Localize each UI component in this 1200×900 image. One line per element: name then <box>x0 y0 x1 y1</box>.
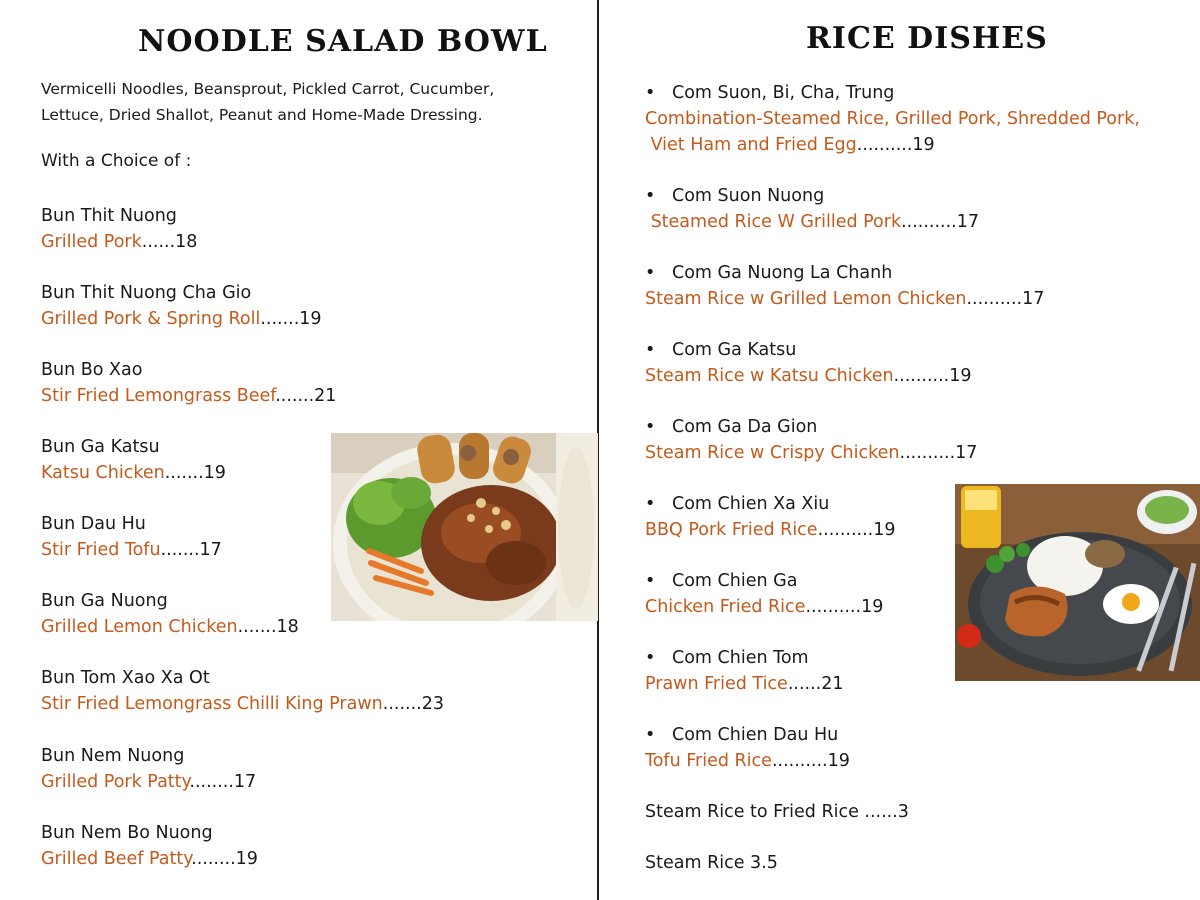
menu-item <box>41 588 299 640</box>
bullet-icon: • <box>645 494 656 514</box>
item-desc: Tofu Fried Rice <box>645 751 772 771</box>
item-name: Com Suon Nuong <box>672 186 825 206</box>
item-desc: Steam Rice w Grilled Lemon Chicken <box>645 289 967 309</box>
extra-item: Steam Rice 3.5 <box>645 853 778 873</box>
menu-item <box>645 645 843 697</box>
item-desc: Steam Rice w Crispy Chicken <box>645 443 900 463</box>
item-price: ..........19 <box>771 751 850 771</box>
extra-item: Steam Rice to Fried Rice ......3 <box>645 802 909 822</box>
item-name: Com Chien Tom <box>672 648 809 668</box>
item-price: ........17 <box>189 772 257 792</box>
rice-plate-photo <box>955 484 1200 681</box>
noodle-section-title: NOODLE SALAD BOWL <box>138 24 548 59</box>
item-desc: Katsu Chicken <box>41 463 165 483</box>
menu-item <box>645 80 1140 158</box>
item-price: ......21 <box>787 674 844 694</box>
item-desc: Grilled Beef Patty <box>41 849 192 869</box>
menu-item <box>645 491 895 543</box>
item-price: .......23 <box>382 694 444 714</box>
item-price: ..........17 <box>966 289 1045 309</box>
bullet-icon: • <box>645 648 656 668</box>
menu-item <box>645 722 850 774</box>
item-desc: Grilled Pork & Spring Roll <box>41 309 261 329</box>
item-desc: Prawn Fried Tice <box>645 674 788 694</box>
item-desc: BBQ Pork Fried Rice <box>645 520 818 540</box>
item-desc: Stir Fried Lemongrass Beef <box>41 386 276 406</box>
item-price: ..........19 <box>893 366 972 386</box>
menu-item <box>41 820 258 872</box>
item-name: Bun Bo Xao <box>41 360 143 380</box>
item-price: ..........19 <box>805 597 884 617</box>
item-name: Com Ga Nuong La Chanh <box>672 263 893 283</box>
item-price: ..........19 <box>856 135 935 155</box>
bullet-icon: • <box>645 186 656 206</box>
item-name: Bun Thit Nuong Cha Gio <box>41 283 252 303</box>
item-desc: Steam Rice w Katsu Chicken <box>645 366 894 386</box>
menu-item <box>645 568 883 620</box>
bullet-icon: • <box>645 263 656 283</box>
item-name: Bun Dau Hu <box>41 514 146 534</box>
menu-item <box>645 337 972 389</box>
item-price: .......18 <box>237 617 299 637</box>
item-name: Com Chien Ga <box>672 571 798 591</box>
item-desc: Combination-Steamed Rice, Grilled Pork, Shredded Pork, <box>645 109 1140 129</box>
item-name: Com Ga Katsu <box>672 340 797 360</box>
item-name: Com Ga Da Gion <box>672 417 818 437</box>
item-name: Com Suon, Bi, Cha, Trung <box>672 83 895 103</box>
menu-item <box>41 280 322 332</box>
item-name: Bun Thit Nuong <box>41 206 177 226</box>
item-desc: Steamed Rice W Grilled Pork <box>645 212 902 232</box>
bullet-icon: • <box>645 725 656 745</box>
item-desc: Stir Fried Lemongrass Chilli King Prawn <box>41 694 383 714</box>
item-price: .......21 <box>275 386 337 406</box>
item-desc-continued: Viet Ham and Fried Egg <box>645 135 857 155</box>
bullet-icon: • <box>645 340 656 360</box>
item-price: .......19 <box>260 309 322 329</box>
menu-item <box>645 183 979 235</box>
item-price: ..........17 <box>899 443 978 463</box>
bullet-icon: • <box>645 571 656 591</box>
menu-item <box>645 414 977 466</box>
item-name: Com Chien Xa Xiu <box>672 494 830 514</box>
item-name: Bun Nem Nuong <box>41 746 185 766</box>
menu-item <box>41 203 197 255</box>
item-name: Bun Tom Xao Xa Ot <box>41 668 210 688</box>
menu-item <box>41 357 336 409</box>
item-price: ..........17 <box>901 212 979 232</box>
noodle-intro: Vermicelli Noodles, Beansprout, Pickled Carrot, Cucumber, Lettuce, Dried Shallot, Peanut and Home-Made Dressing. <box>41 80 495 124</box>
menu-item <box>41 665 444 717</box>
item-price: ..........19 <box>817 520 896 540</box>
item-desc: Grilled Pork <box>41 232 142 252</box>
item-name: Bun Ga Katsu <box>41 437 160 457</box>
item-name: Com Chien Dau Hu <box>672 725 839 745</box>
noodle-bowl-illustration <box>331 433 598 621</box>
menu-item <box>41 434 226 486</box>
item-price: .......17 <box>160 540 222 560</box>
item-price: .......19 <box>164 463 226 483</box>
menu-item <box>41 743 256 795</box>
menu-item <box>645 260 1044 312</box>
bullet-icon: • <box>645 83 656 103</box>
item-name: Bun Nem Bo Nuong <box>41 823 213 843</box>
choice-label: With a Choice of : <box>41 151 192 171</box>
item-name: Bun Ga Nuong <box>41 591 168 611</box>
noodle-salad-bowl-photo <box>331 433 598 621</box>
item-desc: Stir Fried Tofu <box>41 540 161 560</box>
item-desc: Grilled Pork Patty <box>41 772 190 792</box>
item-price: ......18 <box>141 232 198 252</box>
item-desc: Chicken Fried Rice <box>645 597 806 617</box>
rice-plate-illustration <box>955 484 1200 681</box>
bullet-icon: • <box>645 417 656 437</box>
menu-item <box>41 511 222 563</box>
item-desc: Grilled Lemon Chicken <box>41 617 238 637</box>
item-price: ........19 <box>191 849 258 869</box>
rice-section-title: RICE DISHES <box>806 21 1048 56</box>
